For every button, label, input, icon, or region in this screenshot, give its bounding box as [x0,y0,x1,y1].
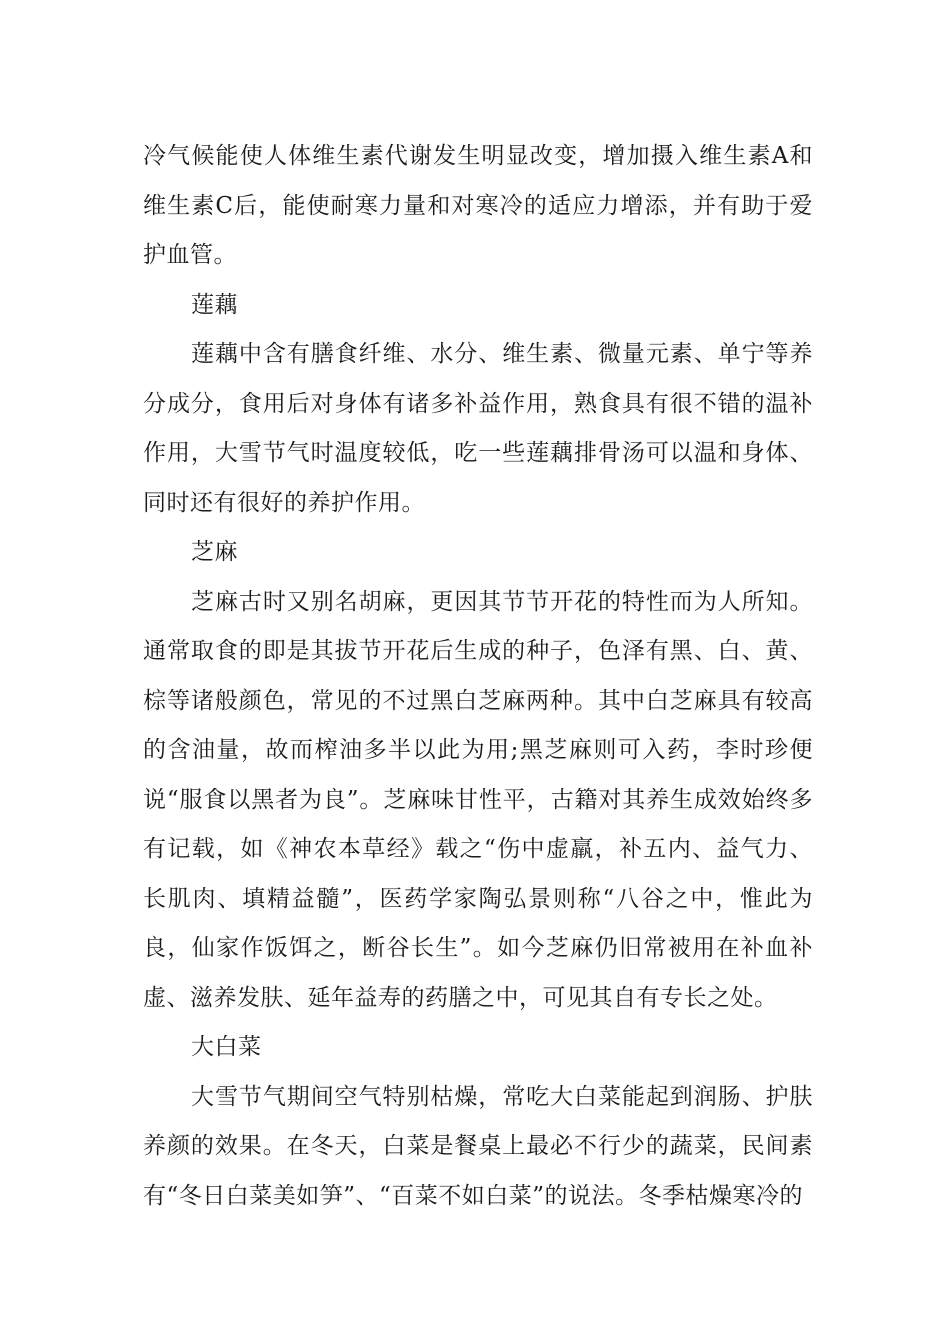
paragraph-sesame: 芝麻古时又别名胡麻，更因其节节开花的特性而为人所知。通常取食的即是其拔节开花后生成的种子，色泽有黑、白、黄、棕等诸般颜色，常见的不过黑白芝麻两种。其中白芝麻具有较高的含油量，故而榨油多半以此为用;黑芝麻则可入药，李时珍便说“服食以黑者为良”。芝麻味甘性平，古籍对其养生成效始终多有记载，如《神农本草经》载之“伤中虚羸，补五内、益气力、长肌肉、填精益髓”，医药学家陶弘景则称“八谷之中，惟此为良，仙家作饭饵之，断谷长生”。如今芝麻仍旧常被用在补血补虚、滋养发肤、延年益寿的药膳之中，可见其自有专长之处。 [143,588,813,1011]
paragraph-lotus-root: 莲藕中含有膳食纤维、水分、维生素、微量元素、单宁等养分成分，食用后对身体有诸多补益作用，熟食具有很不错的温补作用，大雪节气时温度较低，吃一些莲藕排骨汤可以温和身体、同时还有很好的养护作用。 [143,341,813,516]
paragraph-chinese-cabbage: 大雪节气期间空气特别枯燥，常吃大白菜能起到润肠、护肤养颜的效果。在冬天，白菜是餐桌上最必不行少的蔬菜，民间素有“冬日白菜美如笋”、“百菜不如白菜”的说法。冬季枯燥寒冷的 [143,1083,813,1209]
paragraph-vitamins: 冷气候能使人体维生素代谢发生明显改变，增加摄入维生素A和维生素C后，能使耐寒力量和对寒冷的适应力增添，并有助于爱护血管。 [143,143,813,268]
heading-lotus-root: 莲藕 [191,291,238,318]
heading-chinese-cabbage: 大白菜 [191,1034,262,1060]
heading-sesame: 芝麻 [191,539,238,565]
document-body [143,132,813,1221]
